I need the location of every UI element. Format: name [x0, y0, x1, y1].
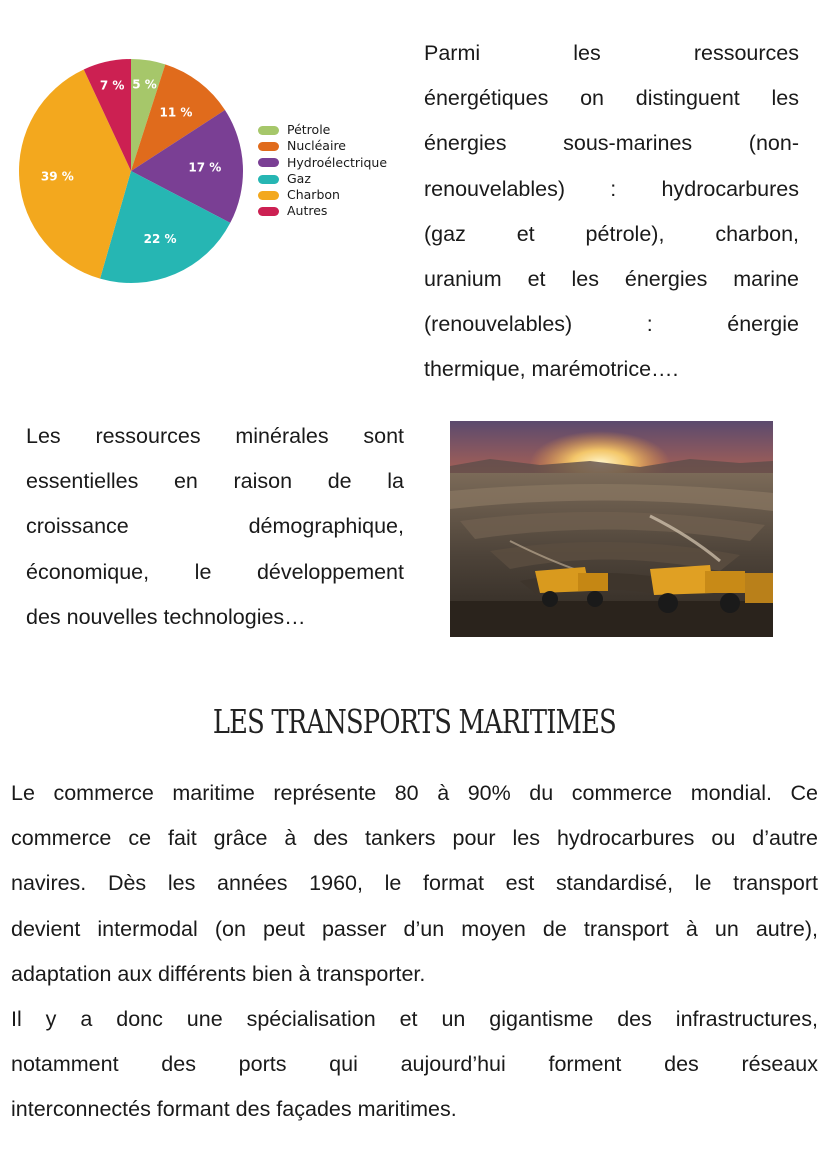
text-line: thermique, marémotrice…. [424, 357, 679, 382]
legend-swatch-nucleaire [258, 142, 279, 151]
text-line: adaptation aux différents bien à transporter. [11, 961, 426, 986]
text-line: Il y a donc une spécialisation et un gigantisme des infrastructures, [11, 1007, 818, 1032]
legend-item-charbon [258, 187, 387, 203]
text-line: (gaz et pétrole), charbon, [424, 221, 799, 246]
open-pit-mine-photo [450, 421, 773, 637]
pie-slice-label: 11 % [159, 105, 193, 120]
minerals-paragraph [26, 414, 404, 640]
intro-paragraph [424, 31, 799, 393]
text-line: uranium et les énergies marine [424, 267, 799, 292]
text-line: économique, le développement [26, 559, 404, 584]
text-line: croissance démographique, [26, 514, 404, 539]
legend-swatch-gaz [258, 175, 279, 184]
text-line: Parmi les ressources [424, 41, 799, 65]
legend-item-nucleaire [258, 138, 387, 154]
text-line: commerce ce fait grâce à des tankers pour les hydrocarbures ou d’autre [11, 826, 818, 851]
legend-swatch-hydroelectrique [258, 158, 279, 167]
legend-label: Pétrole [287, 122, 331, 137]
legend-swatch-charbon [258, 191, 279, 200]
maritime-paragraph [11, 771, 818, 1133]
text-line: interconnectés formant des façades maritimes. [11, 1097, 457, 1122]
legend-swatch-autres [258, 207, 279, 216]
text-line: devient intermodal (on peut passer d’un moyen de transport à un autre), [11, 916, 818, 941]
pie-slice-label: 39 % [40, 169, 74, 184]
pie-slice-label: 22 % [143, 231, 177, 246]
legend-item-autres [258, 203, 387, 219]
legend-label: Hydroélectrique [287, 154, 388, 170]
legend-item-hydroelectrique [258, 155, 387, 171]
text-line: des nouvelles technologies… [26, 604, 306, 629]
pie-legend [258, 122, 387, 220]
text-line: essentielles en raison de la [26, 469, 404, 494]
legend-label: Autres [287, 203, 328, 219]
legend-label: Gaz [287, 170, 311, 186]
text-line: Les ressources minérales sont [26, 424, 404, 448]
text-line: notamment des ports qui aujourd’hui forment des réseaux [11, 1052, 818, 1077]
pie-slice-label: 17 % [188, 160, 222, 175]
text-line: énergies sous-marines (non- [424, 131, 799, 156]
text-line: renouvelables) : hydrocarbures [424, 176, 799, 201]
energy-pie-chart [18, 58, 244, 284]
text-line: navires. Dès les années 1960, le format est standardisé, le transport [11, 871, 818, 896]
legend-item-petrole [258, 122, 387, 138]
legend-swatch-petrole [258, 126, 279, 135]
text-line: (renouvelables) : énergie [424, 312, 799, 337]
pie-slice-label: 5 % [132, 77, 157, 92]
legend-item-gaz [258, 171, 387, 187]
text-line: Le commerce maritime représente 80 à 90% du commerce mondial. Ce [11, 781, 818, 805]
legend-label: Charbon [287, 187, 340, 203]
legend-label: Nucléaire [287, 138, 346, 154]
text-line: énergétiques on distinguent les [424, 86, 799, 111]
pie-slice-label: 7 % [99, 78, 125, 93]
section-title: LES TRANSPORTS MARITIMES [212, 702, 617, 741]
